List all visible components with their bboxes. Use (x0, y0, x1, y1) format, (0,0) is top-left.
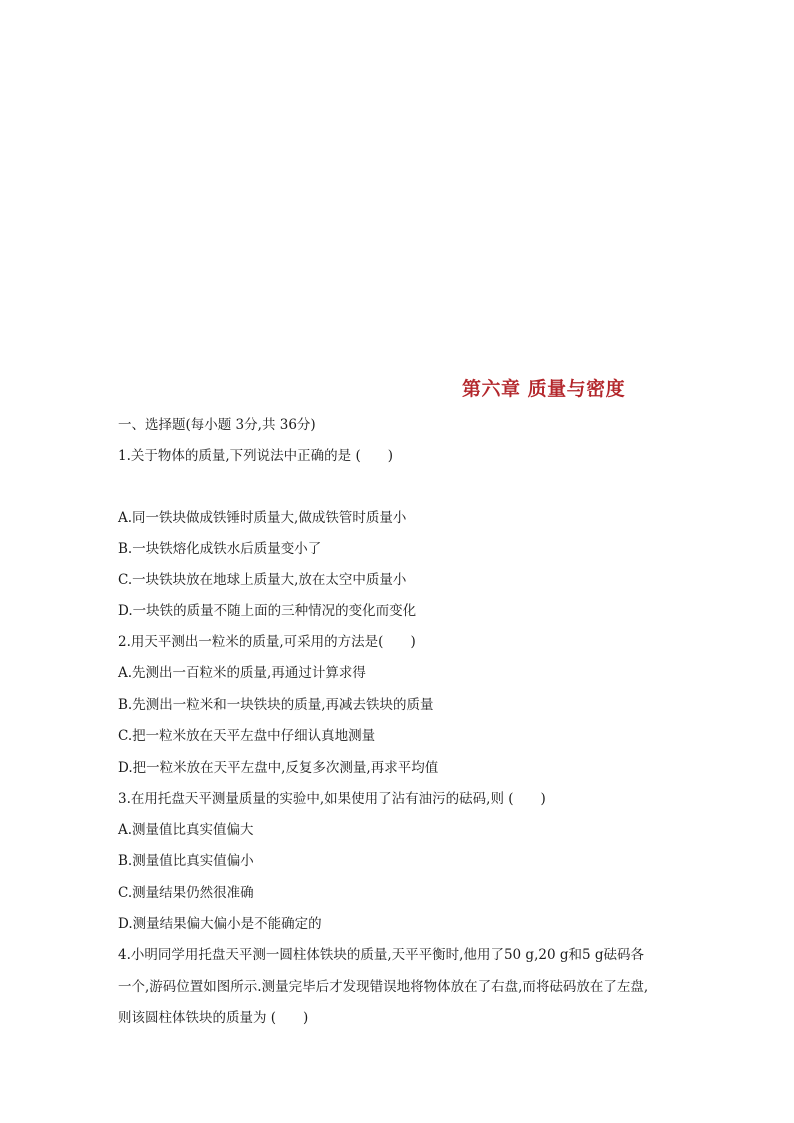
question-3-stem: 3.在用托盘天平测量质量的实验中,如果使用了沾有油污的砝码,则 ( ) (118, 791, 546, 807)
question-4-stem-line-2: 一个,游码位置如图所示.测量完毕后才发现错误地将物体放在了右盘,而将砝码放在了左盘, (118, 979, 649, 995)
question-1-option-c: C.一块铁块放在地球上质量大,放在太空中质量小 (118, 572, 407, 588)
question-2-option-a: A.先测出一百粒米的质量,再通过计算求得 (118, 665, 366, 681)
question-3-option-c: C.测量结果仍然很准确 (118, 885, 254, 901)
section-heading: 一、选择题(每小题 3分,共 36分) (118, 417, 316, 433)
question-2-option-c: C.把一粒米放在天平左盘中仔细认真地测量 (118, 728, 376, 744)
question-1-option-d: D.一块铁的质量不随上面的三种情况的变化而变化 (118, 603, 417, 619)
question-3-option-d: D.测量结果偏大偏小是不能确定的 (118, 916, 322, 932)
question-1-option-a: A.同一铁块做成铁锤时质量大,做成铁管时质量小 (118, 510, 407, 526)
chapter-title: 第六章 质量与密度 (462, 378, 626, 400)
question-3-option-a: A.测量值比真实值偏大 (118, 822, 254, 838)
question-2-stem: 2.用天平测出一粒米的质量,可采用的方法是( ) (118, 634, 416, 650)
question-4-stem-line-1: 4.小明同学用托盘天平测一圆柱体铁块的质量,天平平衡时,他用了50 g,20 g和5 g砝码各 (118, 947, 644, 963)
question-1-stem: 1.关于物体的质量,下列说法中正确的是 ( ) (118, 448, 393, 464)
question-4-stem-line-3: 则该圆柱体铁块的质量为 ( ) (118, 1010, 309, 1026)
question-2-option-b: B.先测出一粒米和一块铁块的质量,再减去铁块的质量 (118, 697, 434, 713)
question-1-option-b: B.一块铁熔化成铁水后质量变小了 (118, 541, 322, 557)
question-2-option-d: D.把一粒米放在天平左盘中,反复多次测量,再求平均值 (118, 760, 439, 776)
question-3-option-b: B.测量值比真实值偏小 (118, 853, 254, 869)
